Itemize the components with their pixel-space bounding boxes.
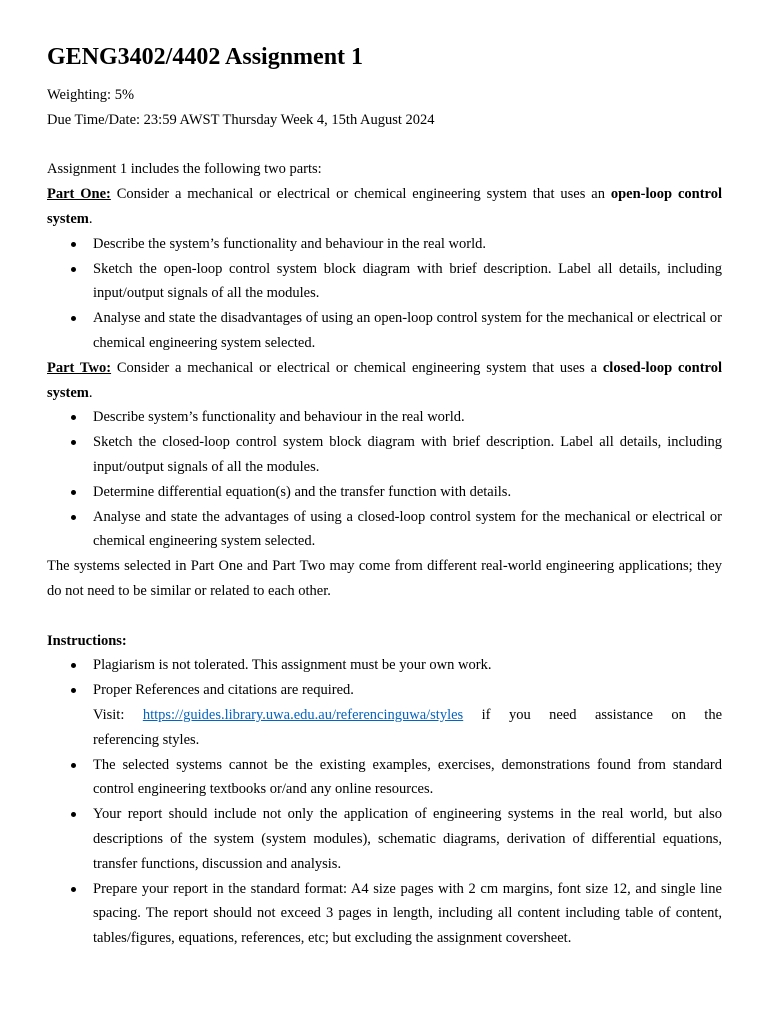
part-one-paragraph xyxy=(47,182,722,232)
bullet-icon xyxy=(71,663,76,668)
list-item xyxy=(47,877,722,951)
part-one-period: . xyxy=(88,210,93,227)
part-two-list xyxy=(47,405,722,554)
part-two-paragraph xyxy=(47,356,722,406)
bullet-icon xyxy=(71,440,76,445)
part-two-label: Part Two: xyxy=(47,359,112,376)
bullet-icon xyxy=(71,515,76,520)
list-item xyxy=(47,678,722,752)
list-item-text: Determine differential equation(s) and the transfer function with details. xyxy=(93,483,512,500)
part-two-period: . xyxy=(88,384,93,401)
bullet-icon xyxy=(71,887,76,892)
list-item-text: Describe system’s functionality and behaviour in the real world. xyxy=(93,409,465,426)
list-item xyxy=(47,257,722,307)
list-item-text: Proper References and citations are required. xyxy=(93,682,354,699)
part-one-text: Consider a mechanical or electrical or chemical engineering system that uses an xyxy=(110,186,611,203)
instructions-list xyxy=(47,653,722,951)
bullet-icon xyxy=(71,812,76,817)
weighting-line: Weighting: 5% xyxy=(47,87,135,103)
part-one-label: Part One: xyxy=(47,186,111,203)
list-item xyxy=(47,480,722,505)
list-item-text: Analyse and state the advantages of using a closed-loop control system for the mechanical or electrical or chemical engineering system selected. xyxy=(93,508,722,550)
list-item-text: Analyse and state the disadvantages of using an open-loop control system for the mechanical or electrical or chemical engineering system selected. xyxy=(93,310,722,351)
part-one-list xyxy=(47,232,722,356)
list-item-text: The selected systems cannot be the existing examples, exercises, demonstrations found from standard control engineering textbooks or/and any online resources. xyxy=(93,756,722,798)
list-item xyxy=(47,653,722,678)
document-body xyxy=(47,43,722,951)
instructions-heading xyxy=(47,629,722,654)
list-item-text: Sketch the closed-loop control system block diagram with brief description. Label all details, including input/output signals of all the modules. xyxy=(93,434,722,475)
visit-tail-text: referencing styles. xyxy=(93,731,200,748)
list-item xyxy=(47,405,722,430)
visit-line xyxy=(93,703,722,728)
bullet-icon xyxy=(71,415,76,420)
page-title: GENG3402/4402 Assignment 1 xyxy=(47,44,364,70)
list-item xyxy=(47,802,722,876)
list-item-text: Sketch the open-loop control system block diagram with brief description. Label all details, including input/output signals of all the modules. xyxy=(93,260,722,302)
systems-note: The systems selected in Part One and Part Two may come from different real-world engineering applications; they do not need to be similar or related to each other. xyxy=(47,558,722,599)
bullet-icon xyxy=(71,763,76,768)
part-two-bold: closed-loop control system xyxy=(47,359,722,401)
list-item xyxy=(47,232,722,257)
list-item xyxy=(47,306,722,356)
list-item-text: Describe the system’s functionality and behaviour in the real world. xyxy=(93,235,487,252)
spacer xyxy=(47,133,722,158)
visit-after-text: if you need assistance on the xyxy=(481,706,723,723)
list-item xyxy=(47,753,722,803)
instructions-heading-text: Instructions: xyxy=(47,632,127,649)
spacer xyxy=(47,604,722,629)
bullet-icon xyxy=(71,490,76,495)
list-item xyxy=(47,430,722,480)
bullet-icon xyxy=(71,316,76,321)
part-one-bold: open-loop control system xyxy=(47,186,722,227)
referencing-styles-link[interactable]: https://guides.library.uwa.edu.au/referencinguwa/styles xyxy=(142,706,464,723)
intro-line: Assignment 1 includes the following two parts: xyxy=(47,161,322,178)
due-date-line: Due Time/Date: 23:59 AWST Thursday Week 4, 15th August 2024 xyxy=(47,111,435,128)
visit-label: Visit: xyxy=(93,706,125,723)
list-item xyxy=(47,505,722,555)
list-item-text: Plagiarism is not tolerated. This assignment must be your own work. xyxy=(93,657,492,674)
bullet-icon xyxy=(71,242,76,247)
part-two-text: Consider a mechanical or electrical or chemical engineering system that uses a xyxy=(111,359,603,376)
bullet-icon xyxy=(71,688,76,693)
bullet-icon xyxy=(71,267,76,272)
list-item-text: Prepare your report in the standard format: A4 size pages with 2 cm margins, font size 12, and single line spacing. The report should not exceed 3 pages in length, including all content including table of content, tables/figures, equations, references, etc; but excluding the assignment coversheet. xyxy=(93,880,722,947)
list-item-text: Your report should include not only the application of engineering systems in the real world, but also descriptions of the system (system modules), schematic diagrams, derivation of differential equations, transfer functions, discussion and analysis. xyxy=(93,806,722,872)
